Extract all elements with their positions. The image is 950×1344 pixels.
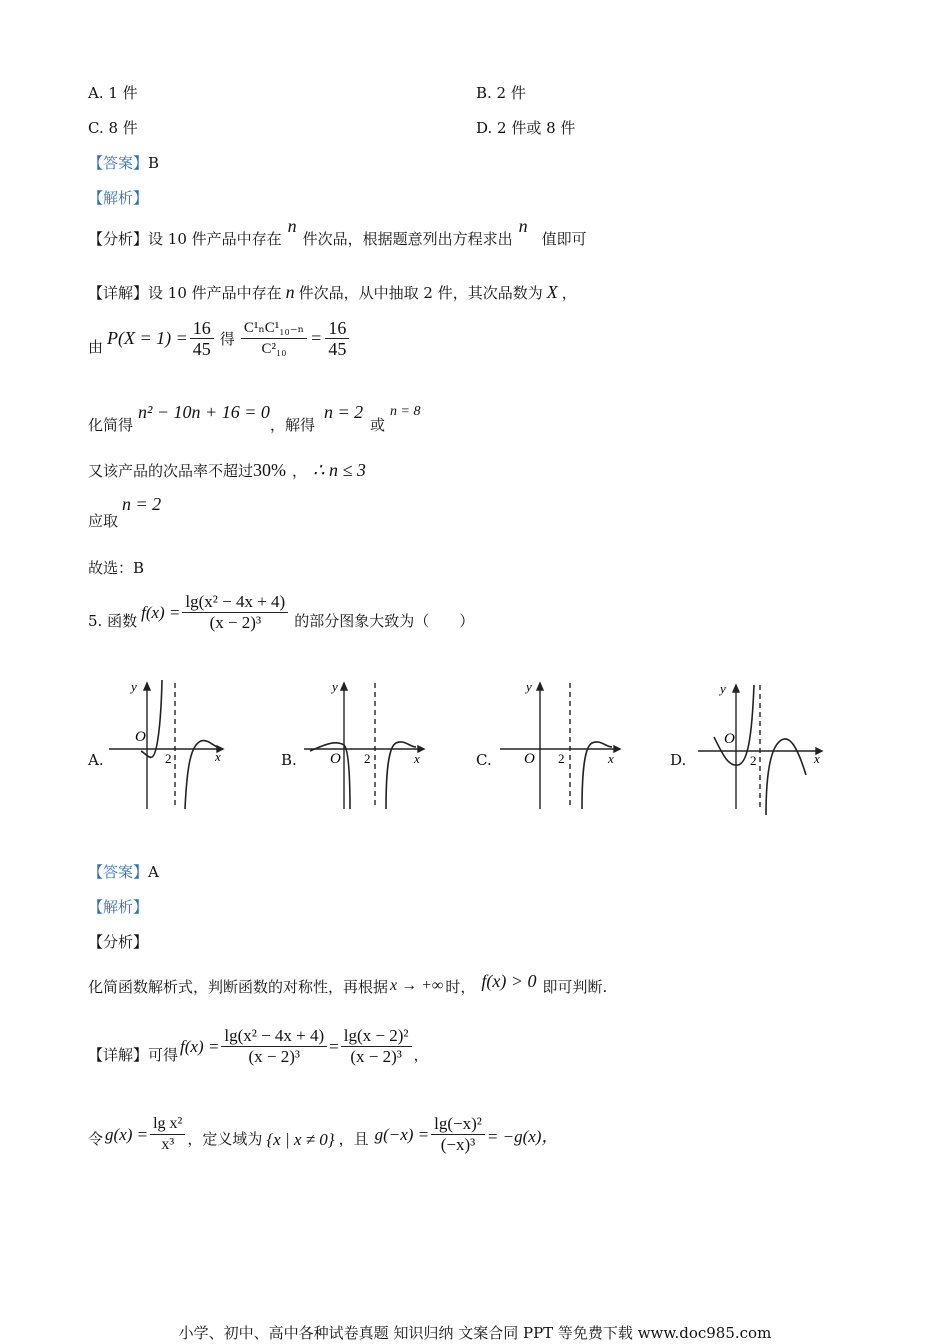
fenxi-text-b: 件次品，根据题意列出方程求出 bbox=[302, 230, 513, 248]
x-label: x bbox=[414, 751, 420, 766]
domain-text: ，定义域为 bbox=[187, 1130, 263, 1148]
origin-label: O bbox=[135, 729, 146, 745]
q4-choose: 故选：B bbox=[88, 559, 145, 577]
quadratic-equation: n² − 10n + 16 = 0 bbox=[138, 402, 270, 422]
limit-expression: x → +∞ bbox=[390, 976, 444, 994]
g-lhs: g(x) = bbox=[105, 1124, 149, 1144]
fenxi-n2: n bbox=[518, 216, 528, 236]
f-num-1: lg(x² − 4x + 4) bbox=[221, 1026, 327, 1047]
rate-text: 又该产品的次品率不超过 bbox=[88, 462, 254, 480]
fenxi-text-b: 时， bbox=[445, 978, 476, 996]
frac2-num: 16 bbox=[325, 318, 349, 339]
graph-label-c: C. bbox=[476, 751, 492, 769]
solve-text: ，解得 bbox=[270, 416, 316, 434]
f-den-1: (x − 2)³ bbox=[248, 1047, 301, 1066]
x-label: x bbox=[814, 751, 820, 766]
f-fraction bbox=[182, 592, 288, 633]
q5-xiangjie bbox=[88, 1026, 429, 1067]
y-label: y bbox=[526, 679, 532, 694]
q5-fenxi-tag: 【分析】 bbox=[88, 933, 149, 951]
xiangjie-tag: 【详解】 bbox=[88, 284, 149, 302]
fenxi-text-a: 设 10 件产品中存在 bbox=[148, 230, 282, 248]
f-num-2: lg(x − 2)² bbox=[341, 1026, 412, 1047]
option-d: D. 2 件或 8 件 bbox=[476, 119, 576, 137]
y-label: y bbox=[720, 681, 726, 696]
x-label: x bbox=[215, 749, 221, 764]
g-neg-fraction bbox=[431, 1114, 485, 1155]
g-num: lg x² bbox=[150, 1114, 185, 1135]
frac-num: 16 bbox=[190, 318, 214, 339]
frac2-den: 45 bbox=[328, 339, 347, 359]
y-label: y bbox=[131, 679, 137, 694]
solution-n2: n = 2 bbox=[324, 402, 364, 422]
comb-num: C¹ₙC¹₁₀₋ₙ bbox=[241, 318, 307, 339]
solution-n8: n = 8 bbox=[390, 404, 421, 419]
ling-text: 令 bbox=[88, 1130, 104, 1148]
tick-2: 2 bbox=[364, 751, 371, 766]
x-label: x bbox=[608, 751, 614, 766]
graph-label-b: B. bbox=[281, 751, 297, 769]
q5-fenxi bbox=[88, 966, 607, 997]
graph-c bbox=[496, 675, 626, 815]
graph-a bbox=[105, 675, 230, 815]
y-label: y bbox=[332, 679, 338, 694]
you-text: 由 bbox=[88, 338, 104, 356]
equals-sign: = bbox=[329, 1036, 339, 1056]
p-expression: P(X = 1) = bbox=[107, 328, 188, 348]
q4-rate bbox=[88, 460, 366, 481]
q5-answer-line bbox=[88, 861, 159, 882]
f-fraction-2 bbox=[341, 1026, 412, 1067]
curve-right bbox=[185, 741, 217, 809]
q4-equation bbox=[88, 318, 351, 359]
tick-2: 2 bbox=[558, 751, 565, 766]
comma: ， bbox=[413, 1046, 429, 1064]
de-text: 得 bbox=[219, 330, 235, 348]
xiangjie-text-b: 件次品，从中抽取 2 件，其次品数为 bbox=[298, 284, 543, 302]
q5-answer-tag: 【答案】 bbox=[88, 863, 149, 881]
n-le-3: ∴ n ≤ 3 bbox=[313, 460, 366, 480]
fraction-16-45 bbox=[190, 318, 214, 359]
origin-label: O bbox=[330, 751, 341, 767]
take-text: 应取 bbox=[88, 512, 119, 530]
footer: 小学、初中、高中各种试卷真题 知识归纳 文案合同 PPT 等免费下载 www.doc985.com bbox=[178, 1324, 772, 1342]
tick-2: 2 bbox=[750, 753, 757, 768]
fenxi-text-a: 化简函数解析式，判断函数的对称性，再根据 bbox=[88, 978, 389, 996]
graph-b bbox=[300, 675, 430, 815]
q5-stem bbox=[88, 592, 474, 633]
f-den-2: (x − 2)³ bbox=[350, 1047, 402, 1066]
rate-comma: ， bbox=[292, 462, 308, 480]
q5-analysis-tag: 【解析】 bbox=[88, 898, 149, 916]
frac-den: 45 bbox=[192, 339, 211, 359]
graph-d bbox=[694, 675, 829, 820]
curve-left bbox=[714, 685, 754, 765]
f-num: lg(x² − 4x + 4) bbox=[182, 592, 288, 613]
qie-text: ，且 bbox=[338, 1130, 369, 1148]
simplify-text: 化简得 bbox=[88, 416, 134, 434]
xiangjie-text: 可得 bbox=[148, 1046, 179, 1064]
f-lhs: f(x) = bbox=[141, 602, 181, 622]
xiangjie-text-c: ， bbox=[561, 284, 577, 302]
origin-label: O bbox=[524, 751, 535, 767]
fenxi-text-c: 即可判断. bbox=[542, 978, 608, 996]
curve-left bbox=[141, 680, 162, 757]
fraction-combination bbox=[241, 318, 307, 359]
xiangjie-text-a: 设 10 件产品中存在 bbox=[148, 284, 282, 302]
or-text: 或 bbox=[370, 416, 386, 434]
answer-value: B bbox=[148, 154, 160, 172]
answer-line bbox=[88, 152, 159, 173]
equals-sign: = bbox=[311, 328, 322, 348]
rate-percent: 30% bbox=[253, 460, 287, 480]
g-neg-den: (−x)³ bbox=[440, 1135, 476, 1154]
f-positive-condition: f(x) > 0 bbox=[481, 971, 537, 991]
option-a: A. 1 件 bbox=[88, 84, 138, 102]
g-den: x³ bbox=[161, 1136, 175, 1153]
g-neg-lhs: g(−x) = bbox=[374, 1124, 430, 1144]
q5-g-definition bbox=[88, 1114, 558, 1155]
fenxi-tag: 【分析】 bbox=[88, 230, 149, 248]
xiangjie-X: X bbox=[546, 282, 558, 302]
option-b: B. 2 件 bbox=[476, 84, 526, 102]
graph-label-a: A. bbox=[88, 751, 104, 769]
tick-2: 2 bbox=[165, 751, 172, 766]
graph-label-d: D. bbox=[670, 751, 687, 769]
xiangjie-tag: 【详解】 bbox=[88, 1046, 149, 1064]
domain-set: {x | x ≠ 0} bbox=[266, 1129, 335, 1149]
q5-number: 5. 函数 bbox=[88, 612, 138, 630]
q5-stem-text: 的部分图象大致为（ ） bbox=[294, 612, 475, 630]
f-lhs-2: f(x) = bbox=[180, 1036, 220, 1056]
g-neg-num: lg(−x)² bbox=[431, 1114, 485, 1135]
f-fraction-1 bbox=[221, 1026, 327, 1067]
g-fraction bbox=[150, 1114, 185, 1155]
xiangjie-n: n bbox=[285, 282, 295, 302]
take-n2: n = 2 bbox=[122, 494, 162, 514]
answer-tag: 【答案】 bbox=[88, 154, 149, 172]
option-c: C. 8 件 bbox=[88, 119, 138, 137]
f-den: (x − 2)³ bbox=[209, 613, 262, 632]
q4-xiangjie bbox=[88, 282, 577, 303]
q4-fenxi bbox=[88, 216, 587, 249]
curve-right bbox=[386, 742, 416, 809]
comb-den: C²₁₀ bbox=[261, 341, 287, 357]
analysis-tag: 【解析】 bbox=[88, 189, 149, 207]
origin-label: O bbox=[724, 731, 735, 747]
fenxi-n1: n bbox=[287, 216, 297, 236]
fraction-16-45-b bbox=[325, 318, 349, 359]
fenxi-text-c: 值即可 bbox=[541, 230, 587, 248]
g-neg-rhs: = −g(x)， bbox=[486, 1127, 559, 1146]
q5-answer-value: A bbox=[148, 863, 159, 881]
